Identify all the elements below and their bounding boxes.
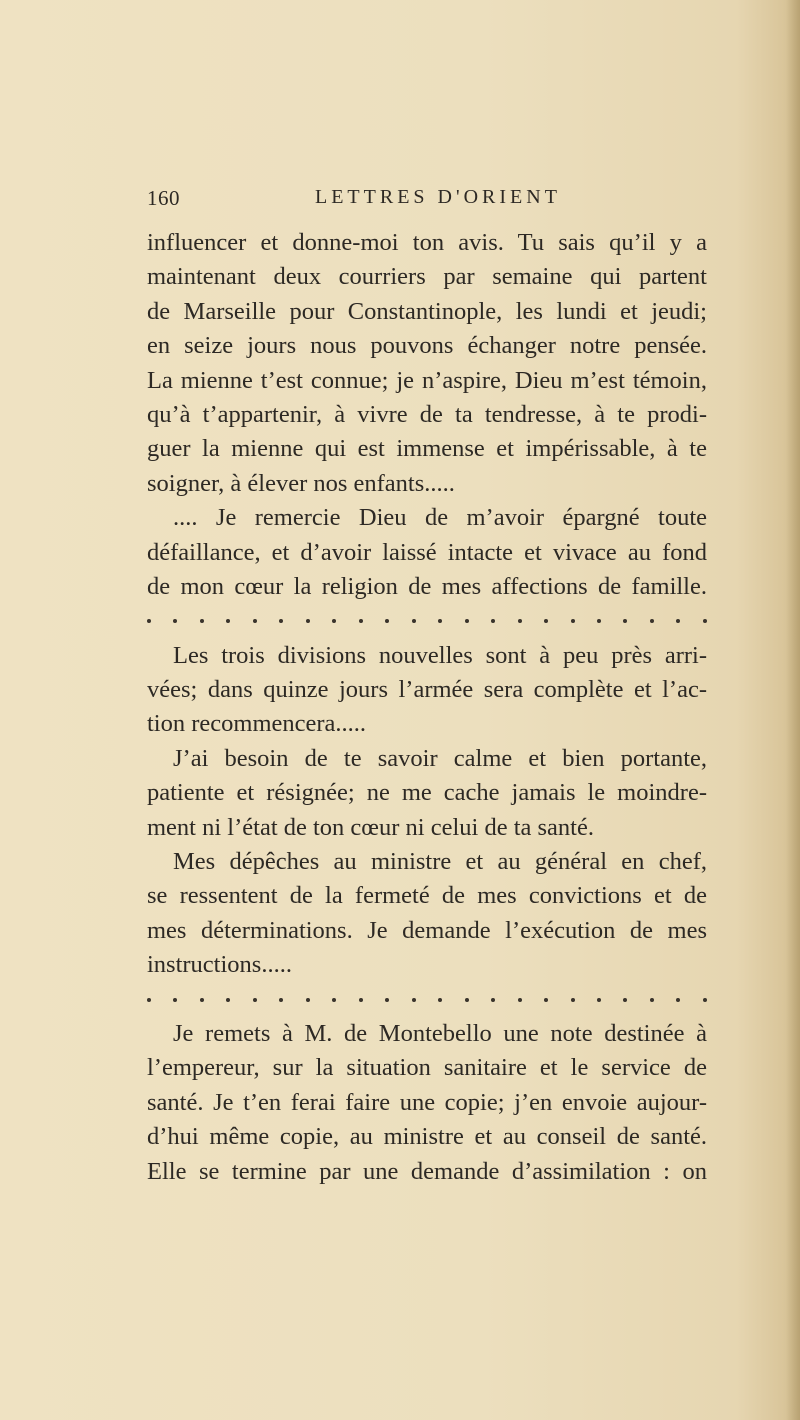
ellipsis-dot [385, 619, 389, 623]
ellipsis-row-divider [147, 604, 707, 638]
ellipsis-dot [359, 619, 363, 623]
text-line: J’ai besoin de te savoir calme et bien portante, [173, 744, 707, 772]
ellipsis-dot [332, 998, 336, 1002]
ellipsis-dot [491, 998, 495, 1002]
ellipsis-dot [279, 619, 283, 623]
text-line: vées; dans quinze jours l’armée sera complète et l’ac- [147, 676, 707, 704]
text-line: défaillance, et d’avoir laissé intacte et vivace au fond [147, 538, 707, 566]
text-line: soigner, à élever nos enfants..... [147, 469, 455, 497]
ellipsis-dot [676, 619, 680, 623]
text-line: de Marseille pour Constantinople, les lundi et jeudi; [147, 297, 707, 325]
ellipsis-dot [438, 998, 442, 1002]
ellipsis-dot [544, 619, 548, 623]
ellipsis-dot [253, 998, 257, 1002]
ellipsis-dot [306, 998, 310, 1002]
text-line: influencer et donne-moi ton avis. Tu sais qu’il y a [147, 229, 707, 256]
ellipsis-dot [147, 619, 151, 623]
text-line: .... Je remercie Dieu de m’avoir épargné toute [173, 504, 707, 532]
ellipsis-dot [147, 998, 151, 1002]
ellipsis-dot [200, 619, 204, 623]
text-line: patiente et résignée; ne me cache jamais le moindre- [147, 779, 707, 807]
ellipsis-dot [306, 619, 310, 623]
page-header [147, 186, 707, 220]
text-line: en seize jours nous pouvons échanger notre pensée. [147, 332, 707, 360]
body-text [147, 226, 707, 1189]
ellipsis-dot [544, 998, 548, 1002]
ellipsis-dot [465, 998, 469, 1002]
ellipsis-dot [703, 619, 707, 623]
ellipsis-dot [518, 998, 522, 1002]
ellipsis-dot [173, 619, 177, 623]
ellipsis-dot [650, 619, 654, 623]
ellipsis-dot [676, 998, 680, 1002]
ellipsis-dot [226, 998, 230, 1002]
ellipsis-dot [332, 619, 336, 623]
text-line: l’empereur, sur la situation sanitaire et le service de [147, 1054, 707, 1082]
text-line: se ressentent de la fermeté de mes convictions et de [147, 882, 707, 910]
text-line: mes déterminations. Je demande l’exécution de mes [147, 916, 707, 944]
text-line: tion recommencera..... [147, 710, 367, 738]
ellipsis-dot [253, 619, 257, 623]
text-line: Elle se termine par une demande d’assimilation : on [147, 1157, 707, 1185]
text-line: santé. Je t’en ferai faire une copie; j’en envoie aujour- [147, 1088, 707, 1116]
ellipsis-dot [438, 619, 442, 623]
page-edge-shadow [786, 0, 800, 1420]
ellipsis-dot [623, 998, 627, 1002]
text-line: d’hui même copie, au ministre et au conseil de santé. [147, 1123, 707, 1151]
text-line: qu’à t’appartenir, à vivre de ta tendresse, à te prodi- [147, 400, 707, 428]
text-line: Mes dépêches au ministre et au général en chef, [173, 848, 707, 876]
ellipsis-dot [279, 998, 283, 1002]
ellipsis-dot [412, 998, 416, 1002]
ellipsis-dot [226, 619, 230, 623]
ellipsis-dot [571, 998, 575, 1002]
ellipsis-dot [650, 998, 654, 1002]
running-title: LETTRES D'ORIENT [315, 186, 561, 208]
ellipsis-dot [623, 619, 627, 623]
ellipsis-dot [597, 619, 601, 623]
text-line: guer la mienne qui est immense et impérissable, à te [147, 435, 707, 463]
text-line: maintenant deux courriers par semaine qui partent [147, 263, 707, 291]
ellipsis-dot [491, 619, 495, 623]
text-line: La mienne t’est connue; je n’aspire, Dieu m’est témoin, [147, 366, 707, 394]
ellipsis-dot [173, 998, 177, 1002]
ellipsis-dot [597, 998, 601, 1002]
text-line: instructions..... [147, 951, 292, 979]
ellipsis-row-divider [147, 983, 707, 1017]
ellipsis-dot [200, 998, 204, 1002]
text-line: de mon cœur la religion de mes affections de famille. [147, 572, 707, 600]
ellipsis-dot [703, 998, 707, 1002]
text-line: Les trois divisions nouvelles sont à peu près arri- [173, 641, 707, 669]
page-number: 160 [147, 186, 180, 210]
ellipsis-dot [385, 998, 389, 1002]
ellipsis-dot [465, 619, 469, 623]
ellipsis-dot [571, 619, 575, 623]
text-line: Je remets à M. de Montebello une note destinée à [173, 1019, 707, 1047]
ellipsis-dot [359, 998, 363, 1002]
ellipsis-dot [412, 619, 416, 623]
text-line: ment ni l’état de ton cœur ni celui de ta santé. [147, 813, 594, 841]
ellipsis-dot [518, 619, 522, 623]
